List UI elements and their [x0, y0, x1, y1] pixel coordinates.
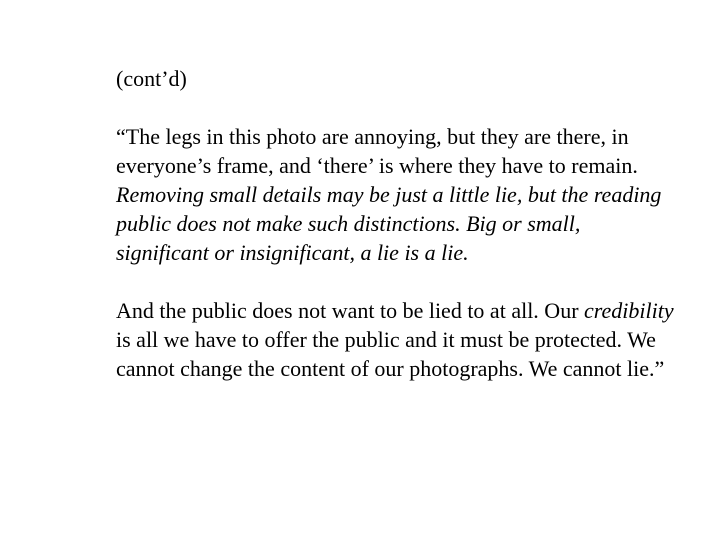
- quote-1-italic-text: Removing small details may be just a little lie, but the reading public does not make such distinctions. Big or small, significant or insignificant, a lie is a lie.: [116, 182, 662, 265]
- quote-1-regular-text: “The legs in this photo are annoying, but they are there, in everyone’s frame, and ‘there’ is where they have to remain.: [116, 124, 638, 178]
- quote-2-text-after: is all we have to offer the public and it must be protected. We cannot change the content of our photographs. We cannot lie.”: [116, 327, 665, 381]
- quote-paragraph-2: [116, 296, 676, 383]
- quote-2-text-before: And the public does not want to be lied to at all. Our: [116, 298, 585, 323]
- quote-2-italic-word: credibility: [584, 298, 674, 323]
- quote-paragraph-1: [116, 122, 676, 267]
- slide-body: [116, 64, 676, 383]
- continued-heading: (cont’d): [116, 66, 187, 91]
